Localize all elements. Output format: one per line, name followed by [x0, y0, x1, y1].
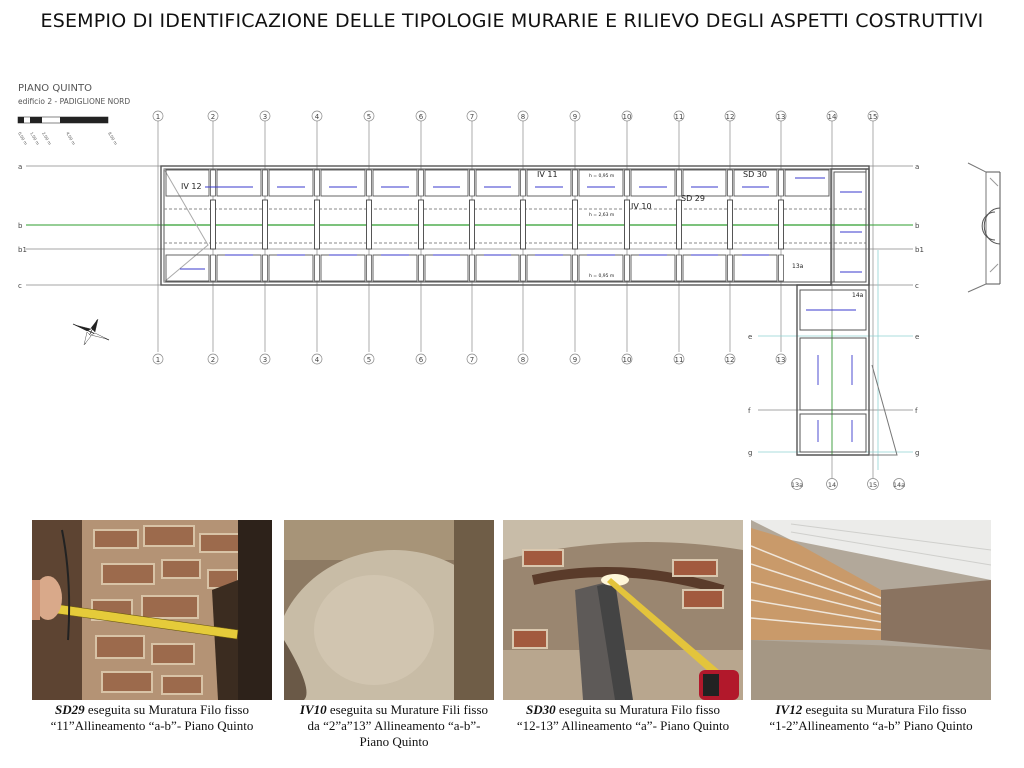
- room-cell: [476, 255, 519, 281]
- wall-pier: [625, 255, 630, 281]
- label-h-top: h = 0,95 m: [589, 174, 615, 179]
- wall-pier: [677, 170, 682, 196]
- column-axis-label: 5: [366, 356, 372, 364]
- wing-axis-label: g: [748, 449, 753, 457]
- wall-pier: [367, 170, 372, 196]
- column-axis-label: 12: [725, 113, 735, 121]
- room-cell: [683, 170, 726, 196]
- column-axis-label: 1: [155, 356, 161, 364]
- room-cell: [269, 255, 313, 281]
- label-13a: 13a: [792, 263, 804, 270]
- wall-pier: [263, 200, 268, 249]
- caption-sd30-line1: eseguita su Muratura Filo fisso: [555, 702, 720, 717]
- wing-axis-label: f: [915, 407, 918, 415]
- scale-label: 4,00 m: [65, 131, 77, 146]
- column-axis-label: 4: [314, 113, 320, 121]
- wall-pier: [625, 200, 630, 249]
- room-cell: [166, 255, 209, 281]
- row-axis-label: c: [18, 282, 22, 290]
- wall-pier: [625, 170, 630, 196]
- wall-pier: [573, 200, 578, 249]
- wall-pier: [419, 170, 424, 196]
- row-axis-label: c: [915, 282, 919, 290]
- wall-pier: [573, 255, 578, 281]
- wall-pier: [470, 200, 475, 249]
- label-iv10: IV 10: [631, 202, 652, 211]
- wing-bottom-label: 14: [827, 481, 837, 489]
- plan-building-subtitle: edificio 2 - PADIGLIONE NORD: [18, 97, 131, 106]
- wing-axis-label: g: [915, 449, 920, 457]
- wing-axis-label: e: [915, 333, 920, 341]
- wing-bottom-label: 14a: [892, 481, 906, 489]
- column-axis-label: 6: [418, 113, 424, 121]
- wall-pier: [419, 255, 424, 281]
- wall-pier: [677, 255, 682, 281]
- wall-pier: [728, 255, 733, 281]
- room-cell: [425, 170, 468, 196]
- scale-label: 8,00 m: [107, 131, 119, 146]
- building-walls: [161, 166, 897, 455]
- caption-iv10-line1: eseguita su Murature Fili fisso: [326, 702, 489, 717]
- label-h-mid: h = 2,63 m: [589, 213, 615, 218]
- wall-pier: [367, 200, 372, 249]
- row-axis-label: b1: [18, 246, 27, 254]
- section-detail: [968, 163, 1000, 292]
- column-axis-label: 2: [210, 113, 216, 121]
- room-cell: [217, 255, 261, 281]
- column-axis-label: 6: [418, 356, 424, 364]
- room-cell: [321, 255, 365, 281]
- room-cell: [476, 170, 519, 196]
- column-axis-label: 9: [572, 113, 578, 121]
- scale-label: 0,00 m: [17, 131, 29, 146]
- room-cell: [527, 255, 571, 281]
- column-axis-label: 10: [622, 113, 632, 121]
- wing-bottom-label: 13a: [790, 481, 804, 489]
- caption-sd29: [32, 702, 272, 734]
- label-iv12: IV 12: [181, 182, 202, 191]
- room-cell: [425, 255, 468, 281]
- wall-pier: [779, 255, 784, 281]
- room-cell: [631, 255, 675, 281]
- row-axis-label: b1: [915, 246, 924, 254]
- column-axis-label: 11: [674, 356, 684, 364]
- column-axis-label: 9: [572, 356, 578, 364]
- caption-sd30-line2: “12-13” Allineamento “a”- Piano Quinto: [516, 718, 730, 733]
- plan-floor-title: PIANO QUINTO: [18, 83, 92, 94]
- wall-pier: [211, 200, 216, 249]
- caption-iv12-code: IV12: [775, 702, 803, 717]
- room-cell: [321, 170, 365, 196]
- wing-axis-label: e: [748, 333, 753, 341]
- room-cell: [373, 170, 417, 196]
- slide-title: ESEMPIO DI IDENTIFICAZIONE DELLE TIPOLOGIE MURARIE E RILIEVO DEGLI ASPETTI COSTRUTTIVI: [40, 10, 984, 32]
- caption-iv10-line2: da “2”a”13” Allineamento “a-b”-: [307, 718, 481, 733]
- caption-sd29-line1: eseguita su Muratura Filo fisso: [84, 702, 249, 717]
- row-axis-label: a: [915, 163, 920, 171]
- room-cell: [683, 255, 726, 281]
- wall-pier: [211, 170, 216, 196]
- row-axis-label: a: [18, 163, 23, 171]
- wing-bottom-label: 15: [868, 481, 878, 489]
- label-sd29: SD 29: [681, 194, 705, 203]
- column-axis-label: 13: [776, 356, 786, 364]
- photo-iv12: [751, 520, 991, 700]
- wall-pier: [521, 170, 526, 196]
- wall-pier: [521, 255, 526, 281]
- label-h-bottom: h = 0,95 m: [589, 274, 615, 279]
- label-iv11: IV 11: [537, 170, 558, 179]
- column-axis-label: 1: [155, 113, 161, 121]
- column-axis-label: 7: [469, 356, 475, 364]
- wall-pier: [315, 170, 320, 196]
- room-cell: [373, 255, 417, 281]
- row-axis-label: b: [18, 222, 23, 230]
- caption-sd30-code: SD30: [526, 702, 556, 717]
- caption-iv12-line1: eseguita su Muratura Filo fisso: [802, 702, 967, 717]
- room-cell: [734, 255, 777, 281]
- column-axis-label: 3: [262, 356, 268, 364]
- wall-pier: [677, 200, 682, 249]
- column-axis-label: 8: [520, 113, 526, 121]
- scale-label: 1,00 m: [29, 131, 41, 146]
- wall-pier: [315, 200, 320, 249]
- column-axis-label: 5: [366, 113, 372, 121]
- caption-iv10-code: IV10: [299, 702, 327, 717]
- column-axis-label: 11: [674, 113, 684, 121]
- row-axis-label: b: [915, 222, 920, 230]
- scale-label: 2,00 m: [41, 131, 53, 146]
- caption-iv10-line3: Piano Quinto: [359, 734, 429, 749]
- wall-pier: [779, 200, 784, 249]
- wall-pier: [728, 170, 733, 196]
- column-axis-label: 7: [469, 113, 475, 121]
- caption-iv12-line2: “1-2”Allineamento “a-b” Piano Quinto: [769, 718, 973, 733]
- wall-pier: [779, 170, 784, 196]
- wall-pier: [470, 255, 475, 281]
- wall-pier: [263, 170, 268, 196]
- photo-sd30: [503, 520, 743, 700]
- label-14a: 14a: [852, 292, 864, 299]
- caption-iv10: [274, 702, 514, 750]
- scale-bar: [17, 117, 118, 146]
- compass-rose-icon: [73, 319, 109, 345]
- photo-iv10: [284, 520, 494, 700]
- wall-pier: [211, 255, 216, 281]
- wall-pier: [263, 255, 268, 281]
- grid-axes: [18, 111, 924, 490]
- room-cell: [631, 170, 675, 196]
- column-axis-label: 14: [827, 113, 837, 121]
- column-axis-label: 2: [210, 356, 216, 364]
- room-cell: [269, 170, 313, 196]
- caption-sd30: [503, 702, 743, 734]
- wall-pier: [367, 255, 372, 281]
- wall-pier: [419, 200, 424, 249]
- photo-sd29: [32, 520, 272, 700]
- wall-pier: [728, 200, 733, 249]
- column-axis-label: 10: [622, 356, 632, 364]
- column-axis-label: 4: [314, 356, 320, 364]
- room-cell: [217, 170, 261, 196]
- floor-plan: [0, 60, 1024, 500]
- column-axis-label: 13: [776, 113, 786, 121]
- column-axis-label: 3: [262, 113, 268, 121]
- column-axis-label: 15: [868, 113, 878, 121]
- column-axis-label: 12: [725, 356, 735, 364]
- caption-sd29-code: SD29: [55, 702, 85, 717]
- caption-sd29-line2: “11”Allineamento “a-b”- Piano Quinto: [50, 718, 254, 733]
- wall-pier: [315, 255, 320, 281]
- column-axis-label: 8: [520, 356, 526, 364]
- wall-pier: [521, 200, 526, 249]
- wall-pier: [573, 170, 578, 196]
- caption-iv12: [751, 702, 991, 734]
- wing-axis-label: f: [748, 407, 751, 415]
- wall-pier: [470, 170, 475, 196]
- label-sd30: SD 30: [743, 170, 767, 179]
- room-cell: [785, 170, 829, 196]
